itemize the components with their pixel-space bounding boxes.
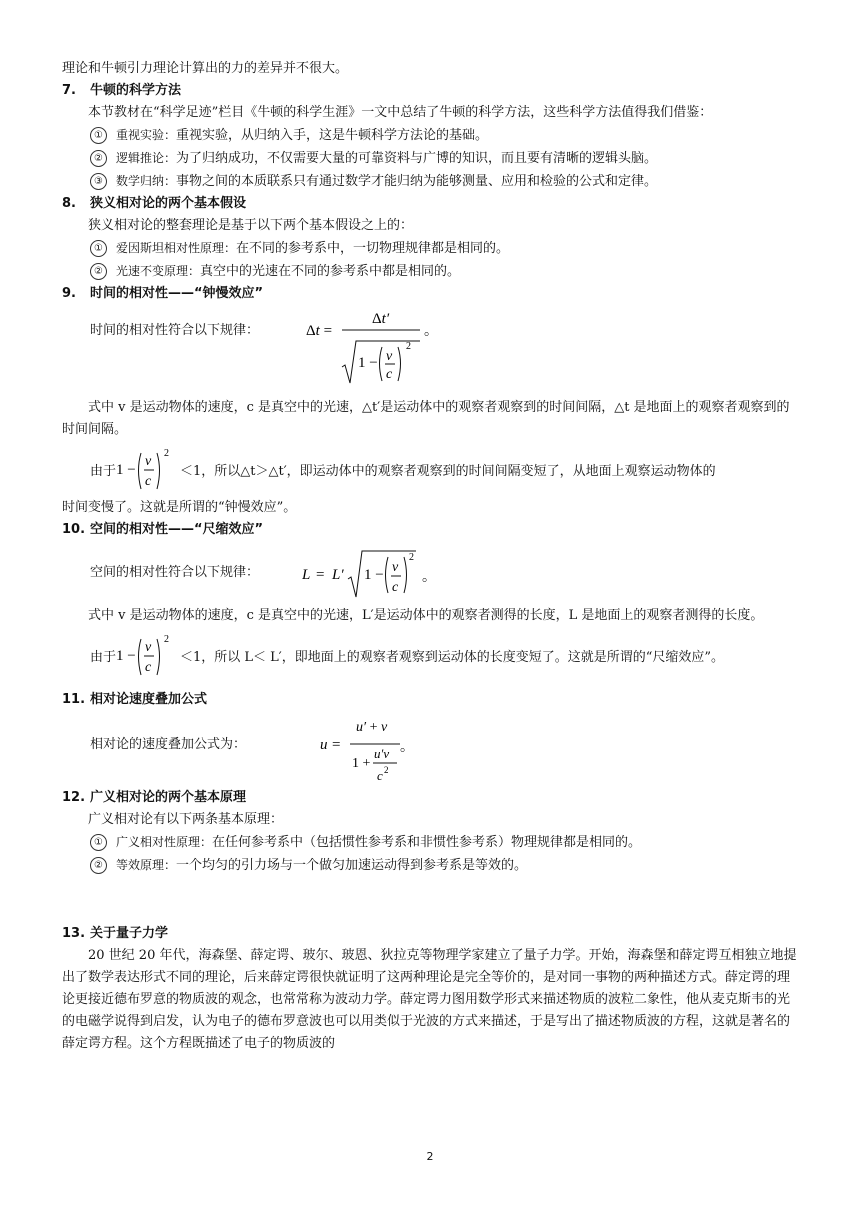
svg-text:2: 2 bbox=[384, 765, 389, 775]
item-text: 事物之间的本质联系只有通过数学才能归纳为能够测量、应用和检验的公式和定律。 bbox=[176, 174, 658, 189]
item-text: 为了归纳成功，不仅需要大量的可靠资料与广博的知识，而且要有清晰的逻辑头脑。 bbox=[176, 151, 658, 166]
item-term: 广义相对性原理： bbox=[116, 835, 213, 849]
circled-number: ① bbox=[90, 240, 107, 257]
svg-text:2: 2 bbox=[406, 341, 411, 352]
section-title: 相对论速度叠加公式 bbox=[90, 692, 208, 707]
section-number: 10. bbox=[62, 522, 86, 537]
section-number: 9. bbox=[62, 286, 76, 301]
circled-number: ② bbox=[90, 263, 107, 280]
section-title: 空间的相对性——“尺缩效应” bbox=[90, 522, 264, 537]
since-prefix: 由于 bbox=[90, 650, 117, 665]
svg-text:。: 。 bbox=[424, 324, 438, 339]
svg-text:1 −: 1 − bbox=[116, 462, 136, 478]
svg-text:v: v bbox=[386, 349, 393, 364]
section-9-explanation: 式中 v 是运动物体的速度，c 是真空中的光速，△t′是运动体中的观察者观察到的时间间隔，△t 是地面上的观察者观察到的时间间隔。 bbox=[62, 400, 790, 437]
svg-text:。: 。 bbox=[400, 740, 414, 755]
svg-text:1 −: 1 − bbox=[364, 567, 384, 583]
velocity-addition-formula-line bbox=[62, 711, 802, 787]
section-number: 7. bbox=[62, 83, 76, 98]
circled-number: ① bbox=[90, 834, 107, 851]
list-item bbox=[62, 854, 802, 877]
inequality-expression bbox=[116, 443, 182, 495]
svg-text:Δt′: Δt′ bbox=[372, 311, 390, 327]
section-11-heading bbox=[62, 689, 802, 711]
inequality-expression bbox=[116, 629, 182, 681]
formula-label: 空间的相对性符合以下规律： bbox=[90, 565, 260, 580]
since-continuation: 时间变慢了。这就是所谓的“钟慢效应”。 bbox=[62, 500, 297, 515]
item-text: 在任何参考系中（包括惯性参考系和非惯性参考系）物理规律都是相同的。 bbox=[212, 835, 642, 850]
section-7-paragraph: 本节教材在“科学足迹”栏目《牛顿的科学生涯》一文中总结了牛顿的科学方法，这些科学方法值得我们借鉴： bbox=[88, 105, 713, 120]
section-number: 12. bbox=[62, 790, 86, 805]
item-term: 等效原理： bbox=[116, 858, 177, 872]
formula-label: 相对论的速度叠加公式为： bbox=[90, 737, 247, 752]
svg-text:v: v bbox=[145, 640, 152, 655]
time-dilation-formula bbox=[302, 305, 452, 393]
section-title: 广义相对论的两个基本原理 bbox=[90, 790, 247, 805]
list-item bbox=[62, 260, 802, 283]
list-item bbox=[62, 124, 802, 147]
svg-text:c: c bbox=[377, 768, 383, 783]
section-7-heading bbox=[62, 80, 802, 102]
section-10-heading bbox=[62, 519, 802, 541]
svg-text:u′v: u′v bbox=[374, 746, 390, 761]
svg-text:c: c bbox=[145, 660, 152, 675]
section-9-heading bbox=[62, 283, 802, 305]
section-13-heading bbox=[62, 923, 802, 945]
section-title: 狭义相对论的两个基本假设 bbox=[90, 196, 247, 211]
item-term: 重视实验： bbox=[116, 128, 177, 142]
time-dilation-formula-line bbox=[62, 305, 802, 393]
section-10-explanation: 式中 v 是运动物体的速度，c 是真空中的光速，L′是运动体中的观察者测得的长度，L 是地面上的观察者测得的长度。 bbox=[88, 608, 764, 623]
section-8-heading bbox=[62, 193, 802, 215]
section-12-heading bbox=[62, 787, 802, 809]
formula-label: 时间的相对性符合以下规律： bbox=[90, 323, 260, 338]
svg-text:2: 2 bbox=[409, 552, 414, 563]
item-term: 爱因斯坦相对性原理： bbox=[116, 241, 237, 255]
svg-text:c: c bbox=[392, 580, 399, 595]
list-item bbox=[62, 237, 802, 260]
section-12-paragraph: 广义相对论有以下两条基本原理： bbox=[88, 812, 284, 827]
item-text: 重视实验，从归纳入手，这是牛顿科学方法论的基础。 bbox=[176, 128, 489, 143]
section-number: 11. bbox=[62, 692, 86, 707]
item-text: 在不同的参考系中，一切物理规律都是相同的。 bbox=[236, 241, 510, 256]
length-contraction-formula-line bbox=[62, 541, 802, 605]
item-term: 光速不变原理： bbox=[116, 264, 201, 278]
svg-text:L: L bbox=[302, 567, 311, 583]
list-item bbox=[62, 170, 802, 193]
svg-text:u: u bbox=[320, 737, 328, 753]
length-contraction-formula bbox=[302, 541, 452, 605]
section-title: 时间的相对性——“钟慢效应” bbox=[90, 286, 264, 301]
circled-number: ① bbox=[90, 127, 107, 144]
section-8-paragraph: 狭义相对论的整套理论是基于以下两个基本假设之上的： bbox=[88, 218, 414, 233]
velocity-addition-formula bbox=[320, 711, 430, 787]
section-number: 13. bbox=[62, 926, 86, 941]
document-body bbox=[62, 58, 802, 1055]
svg-text:。: 。 bbox=[422, 570, 436, 585]
svg-text:L′: L′ bbox=[332, 567, 344, 583]
intro-line: 理论和牛顿引力理论计算出的力的差异并不很大。 bbox=[62, 61, 349, 76]
since-prefix: 由于 bbox=[90, 464, 117, 479]
svg-text:c: c bbox=[386, 367, 393, 382]
svg-text:2: 2 bbox=[164, 448, 169, 459]
item-text: 一个均匀的引力场与一个做匀加速运动得到参考系是等效的。 bbox=[176, 858, 528, 873]
svg-text:=: = bbox=[316, 567, 325, 583]
item-term: 逻辑推论： bbox=[116, 151, 177, 165]
section-title: 关于量子力学 bbox=[90, 926, 169, 941]
since-line-length bbox=[62, 627, 802, 683]
svg-text:1 −: 1 − bbox=[116, 648, 136, 664]
circled-number: ③ bbox=[90, 173, 107, 190]
circled-number: ② bbox=[90, 150, 107, 167]
svg-text:Δt =: Δt = bbox=[306, 323, 333, 339]
list-item bbox=[62, 831, 802, 854]
section-13-paragraph: 20 世纪 20 年代，海森堡、薛定谔、玻尔、玻恩、狄拉克等物理学家建立了量子力学。开始，海森堡和薛定谔互相独立地提出了数学表达形式不同的理论，后来薛定谔很快就证明了这两种理论是完全等价的，是对同一事物的两种描述方式。薛定谔的理论更接近德布罗意的物质波的观念，也常常称为波动力学。薛定谔力图用数学形式来描述物质的波粒二象性，他从麦克斯韦的光的电磁学说得到启发，认为电子的德布罗意波也可以用类似于光波的方式来描述，于是写出了描述物质波的方程，这就是著名的薛定谔方程。这个方程既描述了电子的物质波的 bbox=[62, 948, 797, 1051]
item-term: 数学归纳： bbox=[116, 174, 177, 188]
since-text: ＜1，所以 L＜ L′，即地面上的观察者观察到运动体的长度变短了。这就是所谓的“尺缩效应”。 bbox=[180, 650, 725, 665]
since-text: ＜1，所以△t＞△t′，即运动体中的观察者观察到的时间间隔变短了，从地面上观察运动物体的 bbox=[180, 464, 716, 479]
list-item bbox=[62, 147, 802, 170]
item-text: 真空中的光速在不同的参考系中都是相同的。 bbox=[200, 264, 461, 279]
section-title: 牛顿的科学方法 bbox=[90, 83, 182, 98]
svg-text:v: v bbox=[392, 560, 399, 575]
page-number: 2 bbox=[426, 1150, 434, 1163]
svg-text:v: v bbox=[145, 454, 152, 469]
svg-text:1 +: 1 + bbox=[352, 756, 371, 771]
svg-text:u′ + v: u′ + v bbox=[356, 720, 388, 735]
svg-text:1 −: 1 − bbox=[358, 355, 378, 371]
svg-text:c: c bbox=[145, 474, 152, 489]
section-gap bbox=[62, 877, 802, 923]
svg-text:2: 2 bbox=[164, 634, 169, 645]
svg-text:=: = bbox=[332, 737, 341, 753]
circled-number: ② bbox=[90, 857, 107, 874]
section-number: 8. bbox=[62, 196, 76, 211]
since-line-time bbox=[62, 441, 802, 497]
